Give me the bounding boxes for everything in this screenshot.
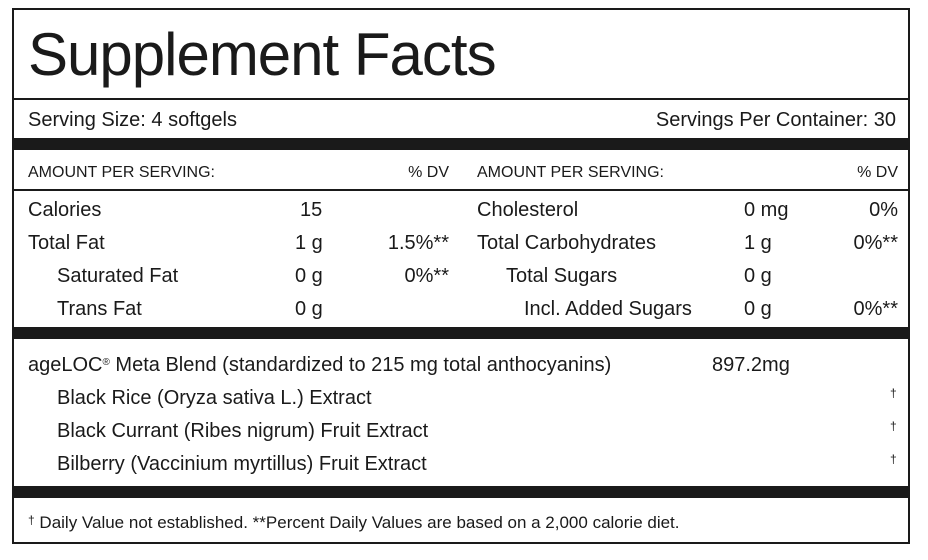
serving-size: Serving Size: 4 softgels [28,109,237,131]
nutrient-amount: 15 [300,199,323,221]
nutrient-dv: 0%** [853,298,898,320]
blend-description: Meta Blend (standardized to 215 mg total anthocyanins) [109,354,612,376]
panel-title: Supplement Facts [28,21,496,88]
footnote-dagger: † [28,513,35,527]
supplement-facts-panel [12,8,910,544]
ingredient-name: Bilberry (Vaccinium myrtillus) Fruit Extract [57,453,427,475]
footnote-text: Daily Value not established. **Percent Daily Values are based on a 2,000 calorie diet. [34,513,680,532]
dagger-mark: † [890,386,897,400]
nutrient-name: Saturated Fat [57,265,179,287]
dagger-mark: † [890,419,897,433]
nutrient-amount: 0 g [295,298,323,320]
thick-divider-blend [14,486,908,498]
blend-brand: ageLOC [28,354,103,376]
nutrient-name: Calories [28,199,102,221]
nutrient-name: Total Fat [28,232,105,254]
nutrient-dv: 0%** [853,232,898,254]
nutrient-name: Trans Fat [57,298,142,320]
left-dv-header: % DV [408,164,449,181]
nutrient-amount: 0 g [744,265,772,287]
nutrient-amount: 1 g [744,232,772,254]
nutrient-dv: 0%** [404,265,449,287]
nutrient-amount: 1 g [295,232,323,254]
nutrient-name: Total Sugars [506,265,618,287]
thick-divider-serving [14,138,908,150]
ingredient-name: Black Currant (Ribes nigrum) Fruit Extract [57,420,429,442]
footnote [28,513,680,533]
right-amount-header: AMOUNT PER SERVING: [477,164,664,181]
nutrient-dv: 0% [869,199,898,221]
blend-amount: 897.2mg [712,354,790,376]
nutrient-amount: 0 g [744,298,772,320]
nutrient-name: Cholesterol [477,199,579,221]
divider-under-title [14,98,908,100]
nutrient-amount: 0 g [295,265,323,287]
thick-divider-nutrients [14,327,908,339]
left-amount-header: AMOUNT PER SERVING: [28,164,215,181]
right-dv-header: % DV [857,164,898,181]
servings-per-container: Servings Per Container: 30 [655,109,896,131]
nutrient-dv: 1.5%** [387,232,449,254]
nutrient-name: Total Carbohydrates [477,232,656,254]
divider-under-headers [14,189,908,191]
dagger-mark: † [890,452,897,466]
ingredient-name: Black Rice (Oryza sativa L.) Extract [57,387,372,409]
registered-mark: ® [102,357,110,368]
nutrient-name: Incl. Added Sugars [524,298,692,320]
blend-name [28,353,611,377]
nutrient-amount: 0 mg [744,199,789,221]
